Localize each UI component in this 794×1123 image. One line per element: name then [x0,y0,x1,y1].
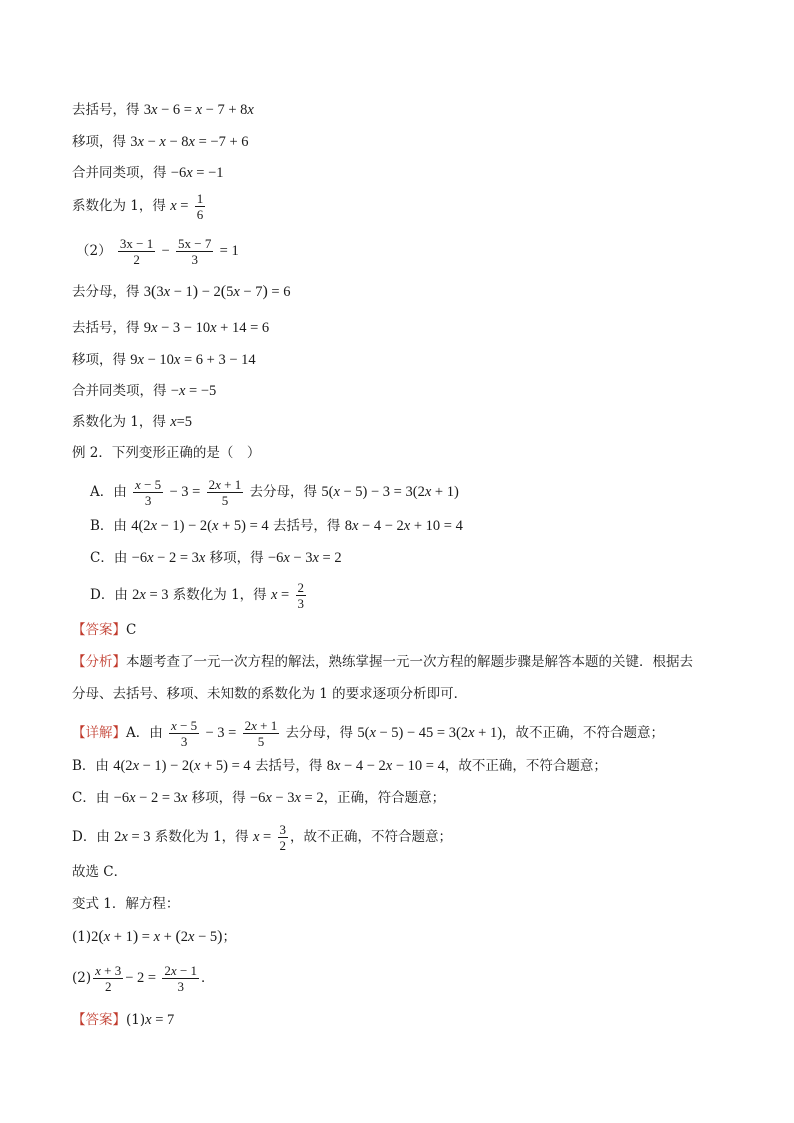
equation: 9x − 10x = 6 + 3 − 14 [130,352,256,368]
fraction: $\frac{3x - 1}{2}$ [119,236,154,267]
detail-tag: 【详解】 [72,725,126,741]
fraction: $\frac{2x + 1}{5}$ [208,477,242,508]
equation: −x = −5 [170,383,217,399]
fraction: $\frac{x + 3}{2}$ [95,963,122,994]
solution2-line3: 移项，得 9x − 10x = 6 + 3 − 14 [72,352,256,368]
solution2-line2: 去括号，得 9x − 3 − 10x + 14 = 6 [72,320,270,336]
equation: 9x − 3 − 10x + 14 = 6 [143,320,270,336]
analysis-tag: 【分析】 [72,654,126,670]
solution1-line3: 合并同类项，得 −6x = −1 [72,165,224,181]
answer-tag: 【答案】 [72,1012,126,1028]
solution2-line5: 系数化为 1，得 x=5 [72,414,193,430]
fraction: $\frac{x - 5}{3}$ [135,477,162,508]
fraction: $\frac{x - 5}{3}$ [171,718,198,749]
fraction: $\frac{3}{2}$ [279,822,287,853]
answer-line: 【答案】C [72,622,137,638]
detail-conclusion: 故选 C． [72,864,128,880]
equation: −6x = −1 [170,165,224,181]
example2-option-d: D．由 2x = 3 系数化为 1，得 x = $\frac{2}{3}$ [90,580,305,611]
answer-tag: 【答案】 [72,622,126,638]
fraction: $\frac{1}{6}$ [196,191,204,222]
variant1-q1: (1)2(x + 1) = x + (2x − 5)； [72,928,236,945]
detail-line-c: C．由 −6x − 2 = 3x 移项，得 −6x − 3x = 2，正确，符合题意； [72,790,446,806]
solution1-line1: 去括号，得 3x − 6 = x − 7 + 8x [72,102,254,118]
fraction: $\frac{2x + 1}{5}$ [244,718,278,749]
variant1-title: 变式 1．解方程： [72,896,180,912]
equation: 3(3x − 1) − 2(5x − 7) = 6 [143,283,291,300]
solution2-line1: 去分母，得 3(3x − 1) − 2(5x − 7) = 6 [72,283,291,300]
solution2-line4: 合并同类项，得 −x = −5 [72,383,217,399]
solution1-line4: 系数化为 1，得 x = $\frac{1}{6}$ [72,191,204,222]
equation: 3x − 6 = x − 7 + 8x [143,102,254,118]
analysis-line1: 【分析】本题考查了一元一次方程的解法，熟练掌握一元一次方程的解题步骤是解答本题的关键．根据去 [72,654,693,670]
fraction: $\frac{5x - 7}{3}$ [178,236,212,267]
detail-line-a: 【详解】A．由 $\frac{x - 5}{3}$ − 3 = $\frac{2x + 1}{5}$ 去分母，得 5(x − 5) − 45 = 3(2x + 1)，故不正确，不符合题意； [72,718,665,749]
detail-line-d: D．由 2x = 3 系数化为 1，得 x = $\frac{3}{2}$ ，故不正确，不符合题意； [72,822,453,853]
variant1-q2: (2) $\frac{x + 3}{2}$ − 2 = $\frac{2x - 1}{3}$ ． [72,963,215,994]
equation: x=5 [170,414,193,430]
problem2-equation: （2） $\frac{3x - 1}{2}$ − $\frac{5x - 7}{3}$ = 1 [76,236,239,267]
solution1-line2: 移项，得 3x − x − 8x = −7 + 6 [72,134,249,150]
analysis-line2: 分母、去括号、移项、未知数的系数化为 1 的要求逐项分析即可． [72,686,468,702]
example2-title: 例 2．下列变形正确的是（ ） [72,445,261,461]
fraction: $\frac{2x - 1}{3}$ [164,963,198,994]
example2-option-c: C．由 −6x − 2 = 3x 移项，得 −6x − 3x = 2 [90,550,342,566]
detail-line-b: B．由 4(2x − 1) − 2(x + 5) = 4 去括号，得 8x − 4 − 2x − 10 = 4，故不正确，不符合题意； [72,758,607,774]
fraction: $\frac{2}{3}$ [297,580,305,611]
example2-option-a: A．由 $\frac{x - 5}{3}$ − 3 = $\frac{2x + 1}{5}$ 去分母，得 5(x − 5) − 3 = 3(2x + 1) [90,477,459,508]
example2-option-b: B．由 4(2x − 1) − 2(x + 5) = 4 去括号，得 8x − 4 − 2x + 10 = 4 [90,518,463,534]
variant1-answer: 【答案】(1)x = 7 [72,1012,175,1028]
equation: 3x − x − 8x = −7 + 6 [130,134,249,150]
